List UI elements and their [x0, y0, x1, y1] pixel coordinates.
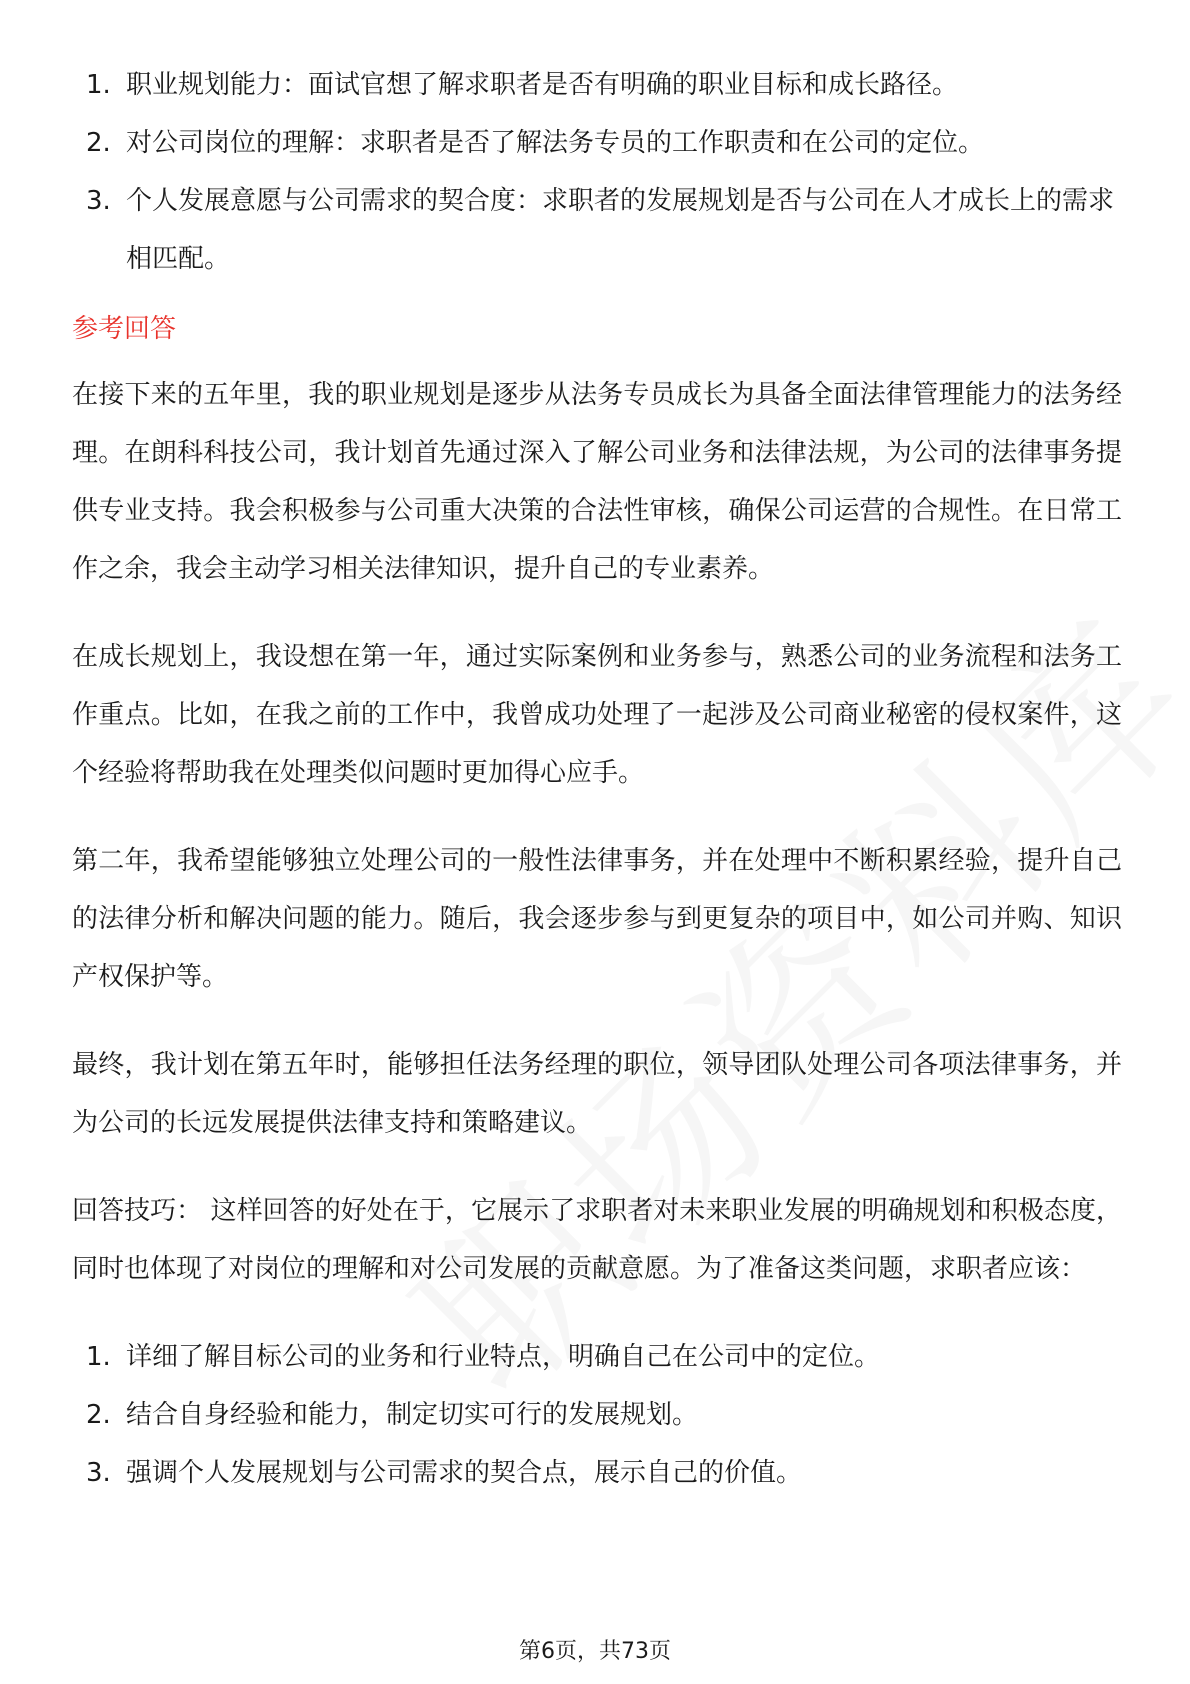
page-footer: 第6页，共73页	[519, 1639, 671, 1664]
list-number: 2.	[86, 128, 111, 158]
paragraph: 第二年，我希望能够独立处理公司的一般性法律事务，并在处理中不断积累经验，提升自己的法律分析和解决问题的能力。随后，我会逐步参与到更复杂的项目中，如公司并购、知识产权保护等。	[72, 846, 1122, 992]
list-item	[72, 1386, 1122, 1444]
list-text: 职业规划能力：面试官想了解求职者是否有明确的职业目标和成长路径。	[126, 70, 959, 100]
list-item	[72, 114, 1122, 172]
list-text: 详细了解目标公司的业务和行业特点，明确自己在公司中的定位。	[126, 1342, 881, 1372]
tips-list	[72, 1328, 1122, 1502]
list-item	[72, 1328, 1122, 1386]
list-text: 个人发展意愿与公司需求的契合度：求职者的发展规划是否与公司在人才成长上的需求相匹配。	[126, 186, 1115, 274]
document-page	[72, 56, 1122, 1502]
list-text: 强调个人发展规划与公司需求的契合点，展示自己的价值。	[126, 1458, 803, 1488]
list-number: 2.	[86, 1400, 111, 1430]
section-heading: 参考回答	[72, 314, 177, 344]
paragraph: 最终，我计划在第五年时，能够担任法务经理的职位，领导团队处理公司各项法律事务，并为公司的长远发展提供法律支持和策略建议。	[72, 1050, 1122, 1138]
paragraph: 在接下来的五年里，我的职业规划是逐步从法务专员成长为具备全面法律管理能力的法务经理。在朗科科技公司，我计划首先通过深入了解公司业务和法律法规，为公司的法律事务提供专业支持。我会积极参与公司重大决策的合法性审核，确保公司运营的合规性。在日常工作之余，我会主动学习相关法律知识，提升自己的专业素养。	[72, 380, 1122, 584]
list-item	[72, 56, 1122, 114]
list-number: 3.	[86, 1458, 111, 1488]
list-item	[72, 1444, 1122, 1502]
list-text: 结合自身经验和能力，制定切实可行的发展规划。	[126, 1400, 699, 1430]
list-number: 1.	[86, 70, 111, 100]
paragraph: 在成长规划上，我设想在第一年，通过实际案例和业务参与，熟悉公司的业务流程和法务工作重点。比如，在我之前的工作中，我曾成功处理了一起涉及公司商业秘密的侵权案件，这个经验将帮助我在处理类似问题时更加得心应手。	[72, 642, 1122, 788]
list-number: 1.	[86, 1342, 111, 1372]
list-item	[72, 172, 1122, 288]
list-number: 3.	[86, 186, 111, 216]
paragraph: 回答技巧： 这样回答的好处在于，它展示了求职者对未来职业发展的明确规划和积极态度，同时也体现了对岗位的理解和对公司发展的贡献意愿。为了准备这类问题，求职者应该：	[72, 1196, 1122, 1284]
list-text: 对公司岗位的理解：求职者是否了解法务专员的工作职责和在公司的定位。	[126, 128, 985, 158]
criteria-list	[72, 56, 1122, 288]
